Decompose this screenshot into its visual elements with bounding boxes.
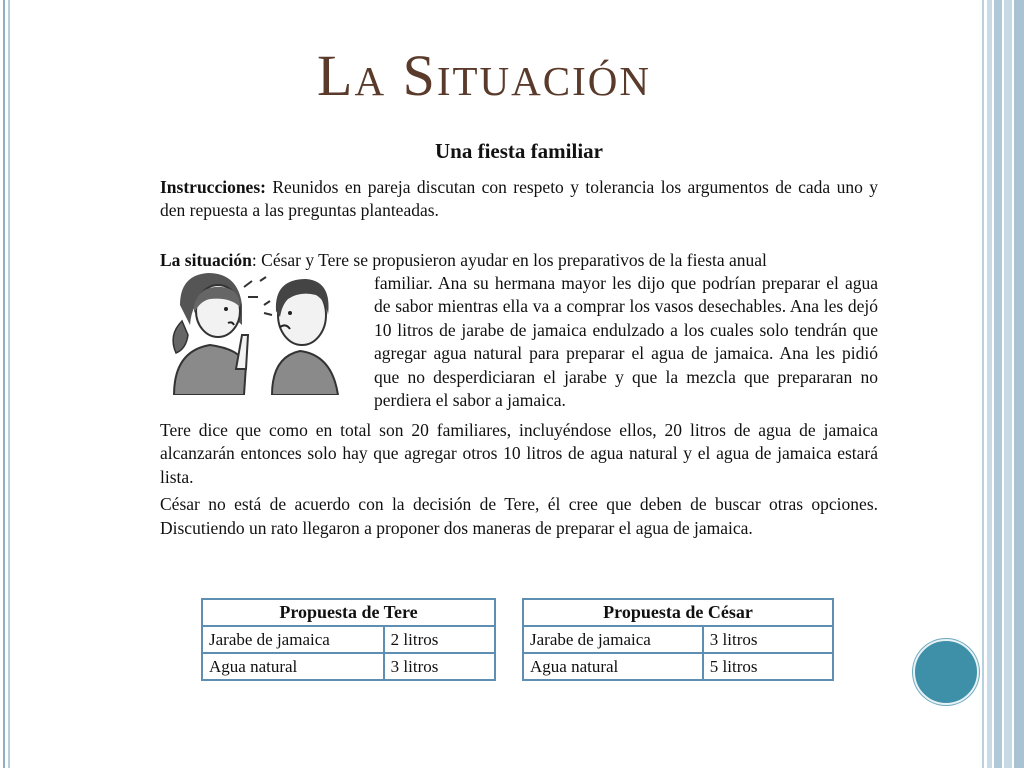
table-cell-amount: 3 litros xyxy=(703,626,833,653)
document-heading: Una fiesta familiar xyxy=(435,139,603,163)
situation-text: familiar. Ana su hermana mayor les dijo que podrían preparar el agua de sabor mientras ella va a comprar los vasos desechables. Ana les dejó 10 litros de jarabe de jamaica endulzado a los cuales solo tendrán que agregar agua natural para preparar el agua de jamaica. Ana les pidió que no desperdiciaran el jarabe y que la mezcla que prepararan no perdiera el sabor a jamaica. xyxy=(374,272,878,410)
table-cell-amount: 3 litros xyxy=(384,653,495,680)
arguing-people-illustration xyxy=(160,265,352,395)
table-cell-amount: 2 litros xyxy=(384,626,495,653)
situation-label: La situación xyxy=(160,249,252,270)
table-row xyxy=(523,653,833,680)
instructions-paragraph xyxy=(160,176,878,223)
right-border-decoration xyxy=(976,0,1024,768)
table-cell-item: Jarabe de jamaica xyxy=(523,626,703,653)
table-cell-amount: 5 litros xyxy=(703,653,833,680)
table-cell-item: Jarabe de jamaica xyxy=(202,626,384,653)
left-border-decoration xyxy=(0,0,14,768)
table-cell-item: Agua natural xyxy=(523,653,703,680)
table-row xyxy=(202,653,495,680)
instructions-label: Instrucciones: xyxy=(160,176,266,197)
cesar-paragraph: César no está de acuerdo con la decisión de Tere, él cree que deben de buscar otras opciones. Discutiendo un rato llegaron a proponer dos maneras de preparar el agua de jamaica. xyxy=(160,494,878,538)
slide-title: La Situación xyxy=(317,43,651,108)
situation-first-text: : César y Tere se propusieron ayudar en los preparativos de la fiesta anual xyxy=(251,249,767,270)
document-page xyxy=(160,140,878,544)
accent-circle xyxy=(913,639,979,705)
tere-proposal-table xyxy=(201,598,496,681)
tere-paragraph: Tere dice que como en total son 20 familiares, incluyéndose ellos, 20 litros de agua de jamaica alcanzarán entonces solo hay que agregar otros 10 litros de agua natural y el agua de jamaica estará lista. xyxy=(160,419,878,487)
tere-table-header: Propuesta de Tere xyxy=(202,599,495,626)
table-row xyxy=(523,626,833,653)
table-cell-item: Agua natural xyxy=(202,653,384,680)
situation-block xyxy=(160,249,878,419)
cesar-proposal-table xyxy=(522,598,834,681)
cesar-table-header: Propuesta de César xyxy=(523,599,833,626)
table-row xyxy=(202,626,495,653)
instructions-text: Reunidos en pareja discutan con respeto y tolerancia los argumentos de cada uno y den repuesta a las preguntas planteadas. xyxy=(160,176,878,220)
